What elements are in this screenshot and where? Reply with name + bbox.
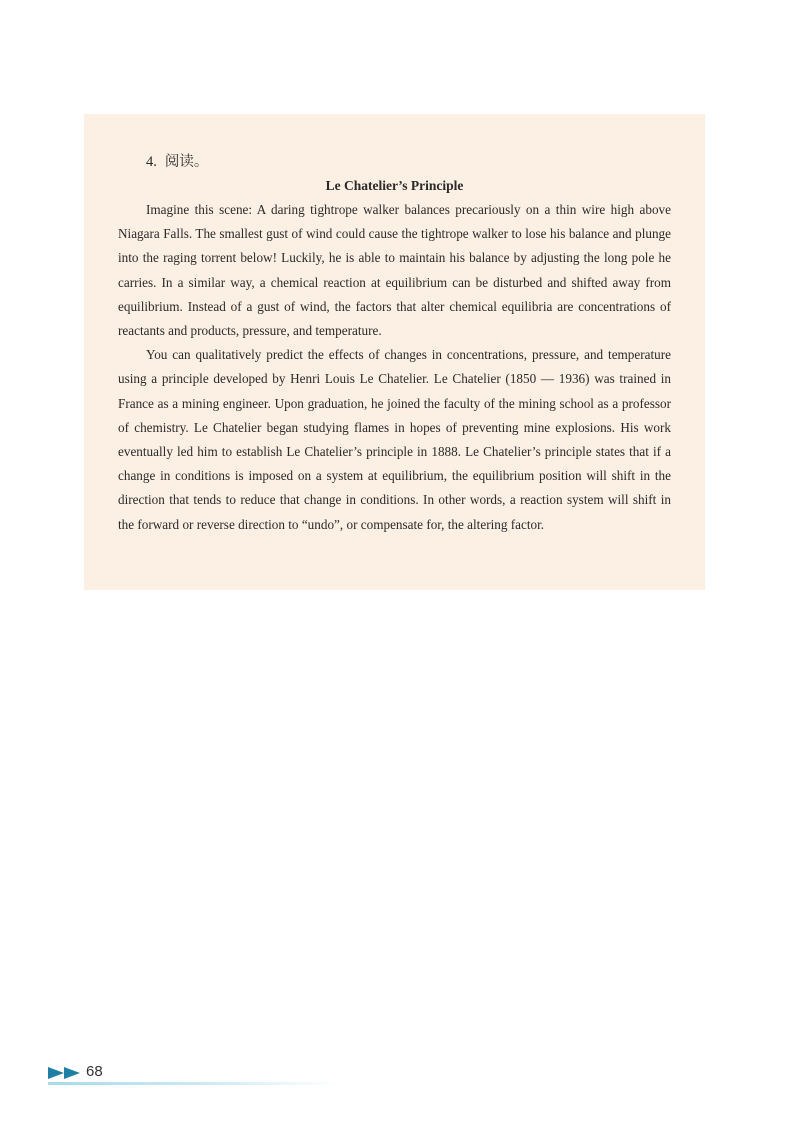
reading-box [84,114,705,590]
exercise-heading [146,150,671,174]
page-number: 68 [86,1063,103,1080]
footer-rule [48,1082,338,1085]
double-arrow-icon [48,1066,82,1080]
article-paragraph-2: You can qualitatively predict the effects of changes in concentrations, pressure, and temperature using a principle developed by Henri Louis Le Chatelier. Le Chatelier (1850 — 1936) was trained in France as a mining engineer. Upon graduation, he joined the faculty of the mining school as a professor of chemistry. Le Chatelier began studying flames in hopes of preventing mine explosions. His work eventually led him to establish Le Chatelier’s principle in 1888. Le Chatelier’s principle states that if a change in conditions is imposed on a system at equilibrium, the equilibrium position will shift in the direction that tends to reduce that change in conditions. In other words, a reaction system will shift in the forward or reverse direction to “undo”, or compensate for, the altering factor. [118,347,671,532]
article-paragraph-1: Imagine this scene: A daring tightrope walker balances precariously on a thin wire high above Niagara Falls. The smallest gust of wind could cause the tightrope walker to lose his balance and plunge into the raging torrent below! Luckily, he is able to maintain his balance by adjusting the long pole he carries. In a similar way, a chemical reaction at equilibrium can be disturbed and shifted away from equilibrium. Instead of a gust of wind, the factors that alter chemical equilibria are concentrations of reactants and products, pressure, and temperature. [118,202,671,339]
article-title: Le Chatelier’s Principle [325,178,464,193]
exercise-instruction: 阅读。 [164,154,209,170]
exercise-number: 4. [146,154,157,170]
